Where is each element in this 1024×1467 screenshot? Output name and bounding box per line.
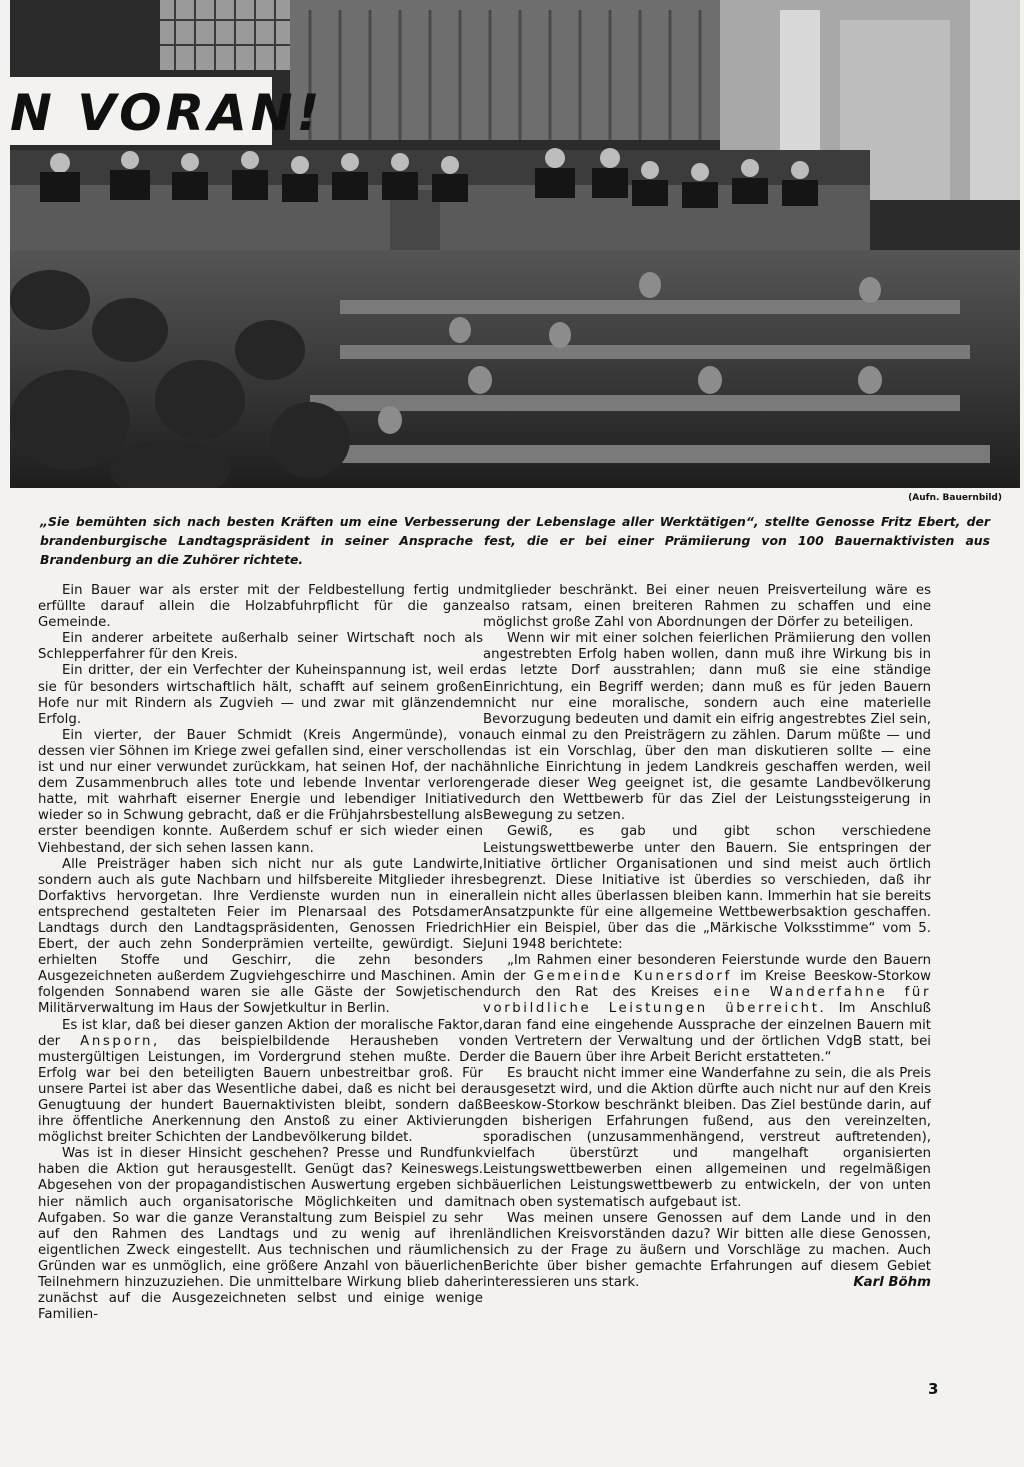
text-run: im Kreise Beeskow-Storkow durch den Rat des Kreises [483,969,931,1001]
quote-paragraph [483,953,931,1066]
article-column-left [38,583,483,1323]
emphasis-spaced: Gemeinde Kunersdorf [533,969,732,985]
photo-caption: „Sie bemühten sich nach besten Kräften um eine Verbesserung der Lebenslage aller Werktätigen“, stellte Genosse Fritz Ebert, der brandenburgische Landtagspräsident in seiner Ansprache fest, die er bei einer Prämiierung von 100 Bauernaktivisten aus Brandenburg an die Zuhörer richtete. [40,514,990,567]
paragraph: Es braucht nicht immer eine Wanderfahne zu sein, die als Preis ausgesetzt wird, und die Aktion dürfte auch nicht nur auf den Kreis Beeskow-Storkow beschränkt bleiben. Das Ziel bestünde darin, auf den bisherigen Erfahrungen fußend, aus den vereinzelten, sporadischen (unzusammenhängend, verstreut auftretenden), vielfach überstürzt und mangelhaft organisierten Leistungswettbewerben einen allgemeinen und regelmäßigen bäuerlichen Leistungswettbewerb zu entwickeln, der von unten nach oben systematisch aufgebaut ist. [483,1065,931,1210]
photo-credit: (Aufn. Bauernbild) [908,493,1002,503]
paragraph: mitglieder beschränkt. Bei einer neuen Preisverteilung wäre es also ratsam, einen breiteren Rahmen zu schaffen und eine möglichst große Zahl von Abordnungen der Dörfer zu beteiligen. [483,583,931,631]
emphasis-spaced: Ansporn [80,1033,154,1049]
paragraph: Ein anderer arbeitete außerhalb seiner Wirtschaft noch als Schlepperfahrer für den Kreis. [38,631,483,663]
plenary-hall-photo [10,0,1020,488]
emphasis-spaced: eine Wanderfahne für vorbildliche Leistungen überreicht [483,985,932,1017]
paragraph: Wenn wir mit einer solchen feierlichen Prämiierung den vollen angestrebten Erfolg haben wollen, dann muß ihre Wirkung bis in das letzte Dorf ausstrahlen; dann muß sie eine ständige Einrichtung, ein Begriff werden; dann muß es für jeden Bauern nicht nur eine moralische, sondern auch eine materielle Bevorzugung bedeuten und damit ein eifrig angestrebtes Ziel sein, auch einmal zu den Preisträgern zu zählen. Darum müßte — und das ist ein Vorschlag, über den man diskutieren sollte — eine ähnliche Einrichtung in jedem Landkreis geschaffen werden, weil gerade dieser Weg geeignet ist, die gesamte Landbevölkerung durch den Wettbewerb für das Ziel der Leistungssteigerung in Bewegung zu setzen. [483,631,931,824]
text-run: Es ist klar, daß bei dieser ganzen Aktion der moralische Faktor, der [38,1017,483,1049]
paragraph: Ein Bauer war als erster mit der Feldbestellung fertig und erfüllte darauf allein die Holzabfuhrpflicht für die ganze Gemeinde. [38,583,483,631]
page-number: 3 [928,1380,939,1398]
paragraph-ansporn [38,1018,483,1147]
text-run: . Im Anschluß daran fand eine eingehende Aussprache der einzelnen Bauern mit den Vertretern der Verwaltung und der örtlichen VdgB statt, bei der die Bauern über ihre Arbeit Bericht erstatteten.“ [483,1001,931,1065]
paragraph: Was ist in dieser Hinsicht geschehen? Presse und Rundfunk haben die Aktion gut herausgestellt. Genügt das? Keineswegs. Abgesehen von der propagandistischen Auswertung ergeben sich hier nämlich auch organisatorische Möglichkeiten und damit Aufgaben. So war die ganze Veranstaltung zum Beispiel zu sehr auf den Rahmen des Landtags und zu wenig auf ihren eigentlichen Zweck eingestellt. Aus technischen und räumlichen Gründen war es unmöglich, eine größere Anzahl von bäuerlichen Teilnehmern hinzuzuziehen. Die unmittelbare Wirkung blieb daher zunächst auf die Ausgezeichneten selbst und einige wenige Familien- [38,1146,483,1323]
paragraph: Ein vierter, der Bauer Schmidt (Kreis Angermünde), von dessen vier Söhnen im Kriege zwei gefallen sind, einer verschollen ist und nur einer verwundet zurückkam, hat seinen Hof, der nach dem Zusammenbruch alles tote und lebende Inventar verloren hatte, mit wahrhaft eiserner Energie und lebendiger Initiative wieder so in Schwung gebracht, daß er die Frühjahrsbestellung als erster beendigen konnte. Außerdem schuf er sich wieder einen Viehbestand, der sich sehen lassen kann. [38,727,483,856]
article-column-right [483,583,931,1291]
text-run: „Im Rahmen einer besonderen Feierstunde wurde den Bauern in der [483,953,931,985]
paragraph: Alle Preisträger haben sich nicht nur als gute Landwirte, sondern auch als gute Nachbarn und hilfsbereite Mitglieder ihres Dorfaktivs hervorgetan. Ihre Verdienste wurden nun in einer entsprechend gestalteten Feier im Plenarsaal des Potsdamer Landtags durch den Landtagspräsidenten, Genossen Friedrich Ebert, der auch zehn Sonderprämien verteilte, gewürdigt. Sie erhielten Stoffe und Geschirr, die zehn besonders Ausgezeichneten außerdem Zugviehgeschirre und Maschinen. Am folgenden Sonnabend waren sie alle Gäste der Sowjetischen Militärverwaltung im Haus der Sowjetkultur in Berlin. [38,856,483,1017]
text-run: , das beispielbildende Herausheben von mustergültigen Leistungen, im Vordergrund stehen mußte. Der Erfolg war bei den beteiligten Bauern unbestreitbar groß. Für unsere Partei ist aber das Wesentliche dabei, daß es nicht bei der Genugtuung der hundert Bauernaktivisten bleibt, sondern daß ihre öffentliche Anerkennung den Anstoß zu einer Aktivierung möglichst breiter Schichten der Landbevölkerung bildet. [38,1033,483,1146]
author-signature: Karl Böhm [853,1275,931,1291]
paragraph: Ein dritter, der ein Verfechter der Kuheinspannung ist, weil er sie für besonders wirtschaftlich hält, schafft auf seinem großen Hofe nur mit Rindern als Zugvieh — und zwar mit glänzendem Erfolg. [38,663,483,727]
headline: N VORAN! [10,84,324,142]
paragraph: Gewiß, es gab und gibt schon verschiedene Leistungswettbewerbe unter den Bauern. Sie entspringen der Initiative örtlicher Organisationen und sind meist auch örtlich begrenzt. Diese Initiative ist überdies so verschieden, daß ihr allein nicht alles überlassen bleiben kann. Immerhin hat sie bereits Ansatzpunkte für eine allgemeine Wettbewerbsaktion geschaffen. Hier ein Beispiel, über das die „Märkische Volksstimme“ vom 5. Juni 1948 berichtete: [483,824,931,953]
paragraph: Was meinen unsere Genossen auf dem Lande und in den ländlichen Kreisvorständen dazu? Wir bitten alle diese Genossen, sich zu der Frage zu äußern und Vorschläge zu machen. Auch Berichte über bisher gemachte Erfahrungen auf diesem Gebiet interessieren uns stark. [483,1210,931,1291]
